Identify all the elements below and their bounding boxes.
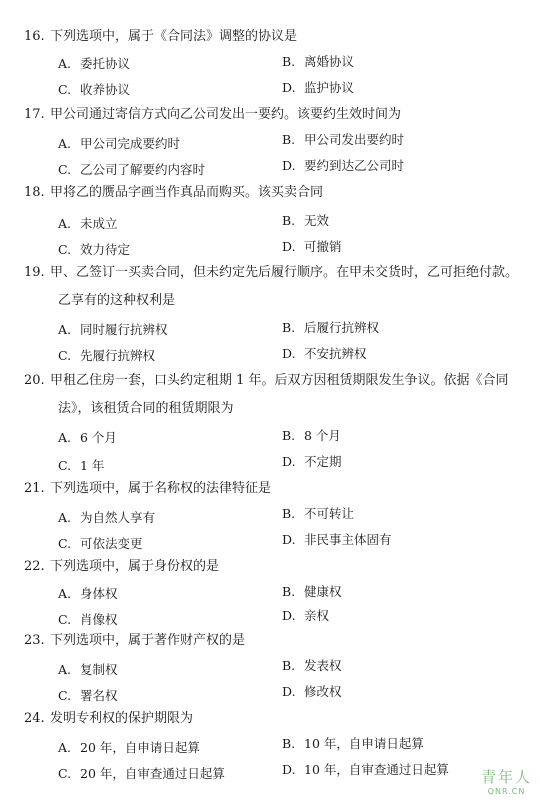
option-letter: B. [282, 428, 296, 443]
option-text: 收养协议 [80, 82, 131, 97]
option-d [282, 78, 354, 96]
question-stem [24, 370, 524, 392]
option-d [282, 452, 342, 470]
question-stem [24, 104, 524, 126]
question-text: 甲公司通过寄信方式向乙公司发出一要约。该要约生效时间为 [50, 107, 402, 122]
option-text: 要约到达乙公司时 [304, 158, 405, 173]
question-number: 23. [24, 633, 45, 648]
option-letter: B. [282, 658, 296, 673]
option-a [58, 134, 180, 152]
option-letter: C. [58, 82, 72, 97]
option-text: 8 个月 [304, 428, 341, 443]
option-b [282, 52, 354, 70]
question-stem [24, 556, 524, 578]
option-letter: A. [58, 430, 72, 445]
question-text: 发明专利权的保护期限为 [50, 711, 194, 726]
option-text: 先履行抗辨权 [80, 348, 156, 363]
option-text: 署名权 [80, 688, 118, 703]
question-text: 甲、乙签订一买卖合同，但未约定先后履行顺序。在甲未交货时，乙可拒绝付款。 [50, 265, 519, 280]
question-stem [24, 262, 524, 284]
option-text: 后履行抗辨权 [304, 320, 380, 335]
option-text: 肖像权 [80, 612, 118, 627]
option-letter: D. [282, 608, 296, 623]
option-text: 6 个月 [80, 430, 117, 445]
option-text: 监护协议 [304, 80, 355, 95]
question-stem [24, 708, 524, 730]
option-c [58, 240, 130, 258]
option-letter: B. [282, 584, 296, 599]
option-a [58, 508, 155, 526]
option-b [282, 426, 341, 444]
option-letter: A. [58, 216, 72, 231]
option-letter: B. [282, 213, 296, 228]
option-b [282, 211, 329, 229]
option-c [58, 160, 205, 178]
option-d [282, 682, 342, 700]
question-number: 20. [24, 373, 45, 388]
question-text: 下列选项中，属于身份权的是 [50, 559, 220, 574]
option-b [282, 734, 424, 752]
option-text: 可撤销 [304, 239, 342, 254]
option-letter: B. [282, 320, 296, 335]
option-letter: A. [58, 56, 72, 71]
option-letter: B. [282, 506, 296, 521]
option-letter: C. [58, 766, 72, 781]
option-d [282, 344, 367, 362]
option-text: 离婚协议 [304, 54, 355, 69]
option-letter: C. [58, 458, 72, 473]
option-text: 10 年，自申请日起算 [304, 736, 424, 751]
question-number: 18. [24, 185, 45, 200]
question-stem [24, 26, 524, 48]
option-d [282, 606, 329, 624]
option-text: 效力待定 [80, 242, 131, 257]
option-a [58, 428, 117, 446]
option-letter: A. [58, 740, 72, 755]
watermark-sub: QNR.CN [487, 787, 526, 796]
option-letter: D. [282, 239, 296, 254]
option-text: 为自然人享有 [80, 510, 156, 525]
option-b [282, 656, 342, 674]
question-text: 下列选项中，属于名称权的法律特征是 [50, 481, 272, 496]
option-a [58, 660, 118, 678]
option-a [58, 738, 200, 756]
question-number: 17. [24, 107, 45, 122]
option-text: 无效 [304, 213, 330, 228]
option-letter: A. [58, 662, 72, 677]
option-text: 20 年，自审查通过日起算 [80, 766, 225, 781]
option-letter: B. [282, 54, 296, 69]
option-b [282, 582, 342, 600]
option-d [282, 237, 342, 255]
question-stem [24, 478, 524, 500]
option-a [58, 584, 118, 602]
option-a [58, 214, 118, 232]
option-letter: C. [58, 688, 72, 703]
question-stem [24, 182, 524, 204]
option-c [58, 686, 118, 704]
question-number: 22. [24, 559, 45, 574]
option-text: 同时履行抗辨权 [80, 322, 168, 337]
option-letter: D. [282, 346, 296, 361]
option-letter: D. [282, 454, 296, 469]
option-b [282, 130, 404, 148]
watermark-logo [481, 766, 532, 796]
question-text: 甲将乙的赝品字画当作真品而购买。该买卖合同 [50, 185, 324, 200]
option-text: 身体权 [80, 586, 118, 601]
option-d [282, 530, 392, 548]
watermark-main: 青年人 [480, 768, 532, 786]
option-text: 非民事主体固有 [304, 532, 392, 547]
option-letter: A. [58, 510, 72, 525]
question-stem-continued: 乙享有的这种权利是 [58, 293, 176, 308]
question-number: 21. [24, 481, 45, 496]
question-text: 下列选项中，属于著作财产权的是 [50, 633, 246, 648]
question-number: 19. [24, 265, 45, 280]
option-letter: D. [282, 532, 296, 547]
question-text: 甲租乙住房一套，口头约定租期 1 年。后双方因租赁期限发生争议。依据《合同 [50, 373, 509, 388]
question-text: 下列选项中，属于《合同法》调整的协议是 [50, 29, 298, 44]
question-stem [24, 630, 524, 652]
question-number: 16. [24, 29, 45, 44]
option-text: 健康权 [304, 584, 342, 599]
option-text: 20 年，自申请日起算 [80, 740, 200, 755]
option-b [282, 318, 379, 336]
option-c [58, 80, 130, 98]
option-a [58, 54, 130, 72]
option-letter: A. [58, 586, 72, 601]
option-c [58, 456, 104, 474]
option-c [58, 610, 118, 628]
option-text: 委托协议 [80, 56, 131, 71]
option-text: 修改权 [304, 684, 342, 699]
option-letter: C. [58, 536, 72, 551]
option-letter: C. [58, 348, 72, 363]
option-a [58, 320, 168, 338]
option-text: 10 年，自审查通过日起算 [304, 762, 449, 777]
option-text: 乙公司了解要约内容时 [80, 162, 206, 177]
question-number: 24. [24, 711, 45, 726]
option-d [282, 760, 449, 778]
option-letter: C. [58, 162, 72, 177]
option-text: 甲公司发出要约时 [304, 132, 405, 147]
option-c [58, 346, 155, 364]
question-stem-continued: 法》，该租赁合同的租赁期限为 [58, 401, 234, 416]
option-letter: C. [58, 612, 72, 627]
option-text: 1 年 [80, 458, 105, 473]
option-text: 复制权 [80, 662, 118, 677]
option-letter: C. [58, 242, 72, 257]
option-text: 发表权 [304, 658, 342, 673]
option-c [58, 534, 143, 552]
option-b [282, 504, 354, 522]
option-letter: B. [282, 736, 296, 751]
option-letter: D. [282, 762, 296, 777]
option-text: 可依法变更 [80, 536, 143, 551]
option-text: 亲权 [304, 608, 330, 623]
option-letter: D. [282, 158, 296, 173]
option-letter: A. [58, 322, 72, 337]
option-text: 不定期 [304, 454, 342, 469]
option-text: 不安抗辨权 [304, 346, 367, 361]
option-d [282, 156, 404, 174]
option-letter: D. [282, 80, 296, 95]
option-text: 不可转让 [304, 506, 355, 521]
option-letter: B. [282, 132, 296, 147]
option-text: 甲公司完成要约时 [80, 136, 181, 151]
option-text: 未成立 [80, 216, 118, 231]
option-letter: A. [58, 136, 72, 151]
option-c [58, 764, 225, 782]
option-letter: D. [282, 684, 296, 699]
